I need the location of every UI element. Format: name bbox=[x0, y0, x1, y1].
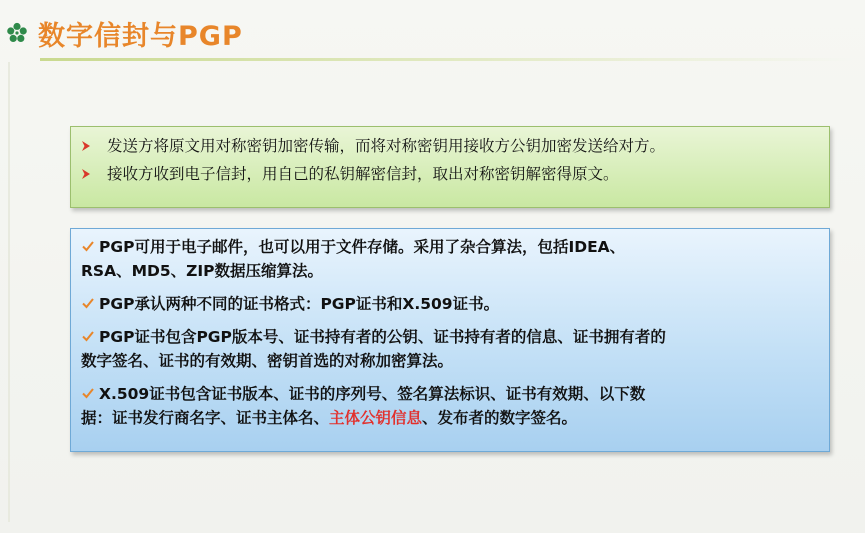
list-item bbox=[81, 325, 819, 373]
title-row bbox=[6, 14, 243, 52]
left-divider bbox=[8, 62, 10, 522]
list-item bbox=[79, 135, 821, 157]
page-title: 数字信封与PGP bbox=[38, 20, 243, 52]
list-item-text: X.509证书包含证书版本、证书的序列号、签名算法标识、证书有效期、以下数 bbox=[99, 385, 646, 403]
list-item-text-cont: 数字签名、证书的有效期、密钥首选的对称加密算法。 bbox=[81, 352, 454, 370]
list-item-text-end: 、发布者的数字签名。 bbox=[422, 409, 578, 427]
list-item-text: 接收方收到电子信封，用自己的私钥解密信封，取出对称密钥解密得原文。 bbox=[107, 165, 619, 183]
list-item bbox=[81, 235, 819, 283]
flower-bullet-icon bbox=[6, 22, 28, 44]
highlighted-term: 主体公钥信息 bbox=[329, 409, 423, 427]
list-item-text: PGP可用于电子邮件，也可以用于文件存储。采用了杂合算法，包括IDEA、 bbox=[99, 238, 626, 256]
checkmark-icon bbox=[81, 329, 95, 343]
list-item-text: PGP承认两种不同的证书格式：PGP证书和X.509证书。 bbox=[99, 295, 500, 313]
list-item-text-cont: 据：证书发行商名字、证书主体名、 bbox=[81, 409, 330, 427]
title-underline bbox=[40, 58, 855, 61]
arrow-bullet-icon bbox=[79, 135, 93, 157]
checkmark-icon bbox=[81, 296, 95, 310]
list-item bbox=[81, 292, 819, 316]
envelope-summary-box bbox=[70, 126, 830, 208]
list-item-text-cont: RSA、MD5、ZIP数据压缩算法。 bbox=[81, 262, 324, 280]
checkmark-icon bbox=[81, 239, 95, 253]
list-item bbox=[79, 163, 821, 185]
checkmark-icon bbox=[81, 386, 95, 400]
list-item-text: 发送方将原文用对称密钥加密传输，而将对称密钥用接收方公钥加密发送给对方。 bbox=[107, 137, 666, 155]
pgp-details-box bbox=[70, 228, 830, 452]
list-item bbox=[81, 382, 819, 430]
arrow-bullet-icon bbox=[79, 163, 93, 185]
list-item-text: PGP证书包含PGP版本号、证书持有者的公钥、证书持有者的信息、证书拥有者的 bbox=[99, 328, 666, 346]
